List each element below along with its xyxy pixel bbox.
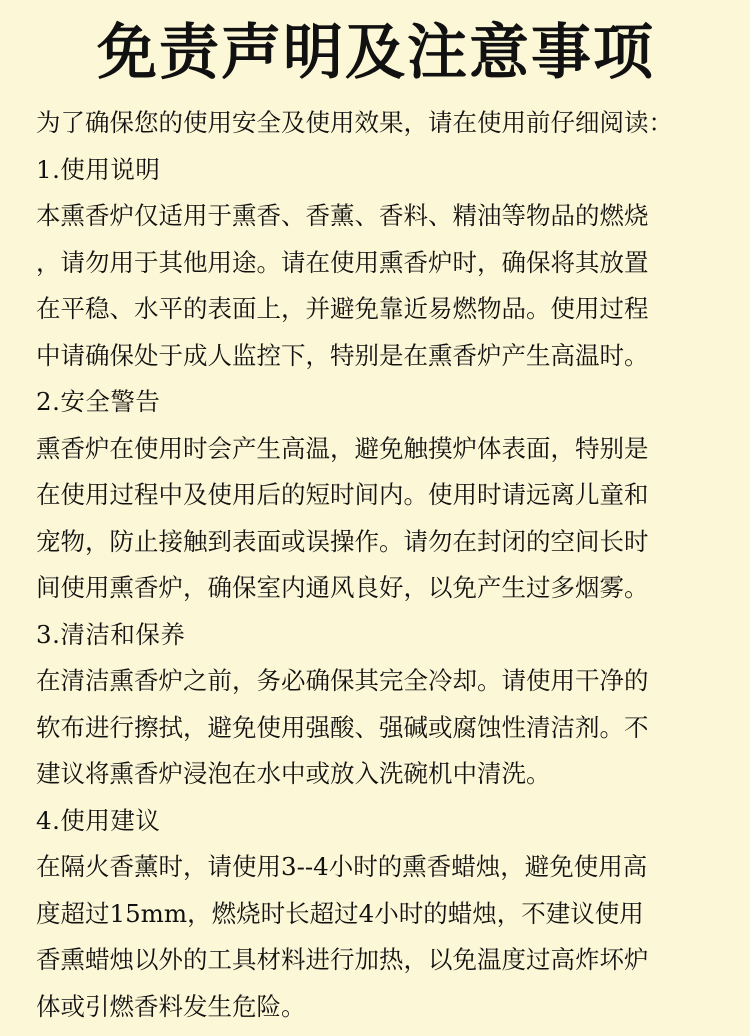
section-cleaning (36, 612, 716, 798)
paragraph-line: 本熏香炉仅适用于熏香、香薰、香料、精油等物品的燃烧 (36, 201, 649, 230)
paragraph-line: 间使用熏香炉，确保室内通风良好，以免产生过多烟雾。 (36, 573, 649, 602)
section-usage-advice (36, 798, 716, 1031)
section-usage (36, 147, 716, 380)
section-heading: 4.使用建议 (36, 805, 161, 835)
paragraph-line: 软布进行擦拭，避免使用强酸、强碱或腐蚀性清洁剂。不 (36, 712, 649, 742)
paragraph-line: 宠物，防止接触到表面或误操作。请勿在封闭的空间长时 (36, 526, 649, 556)
intro-text: 为了确保您的使用安全及使用效果，请在使用前仔细阅读： (36, 108, 673, 137)
paragraph-line: 建议将熏香炉浸泡在水中或放入洗碗机中清洗。 (36, 759, 551, 788)
section-heading: 1.使用说明 (36, 154, 161, 184)
section-safety-warning (36, 379, 716, 612)
paragraph-line: 熏香炉在使用时会产生高温，避免触摸炉体表面，特别是 (36, 433, 649, 463)
paragraph-line: 中请确保处于成人监控下，特别是在熏香炉产生高温时。 (36, 340, 649, 370)
paragraph-line: 在平稳、水平的表面上，并避免靠近易燃物品。使用过程 (36, 294, 649, 323)
page-title: 免责声明及注意事项 (97, 18, 655, 88)
paragraph-line: ，请勿用于其他用途。请在使用熏香炉时，确保将其放置 (36, 247, 649, 277)
paragraph-line: 体或引燃香料发生危险。 (36, 991, 306, 1021)
paragraph-line: 在清洁熏香炉之前，务必确保其完全冷却。请使用干净的 (36, 666, 649, 695)
paragraph-line: 香熏蜡烛以外的工具材料进行加热，以免温度过高炸坏炉 (36, 945, 649, 974)
paragraph-line: 在使用过程中及使用后的短时间内。使用时请远离儿童和 (36, 480, 649, 509)
section-heading: 3.清洁和保养 (36, 619, 186, 649)
paragraph-line: 在隔火香薰时，请使用3--4小时的熏香蜡烛，避免使用高 (36, 852, 648, 881)
paragraph-line: 度超过15mm，燃烧时长超过4小时的蜡烛，不建议使用 (36, 898, 644, 928)
section-heading: 2.安全警告 (36, 387, 161, 416)
